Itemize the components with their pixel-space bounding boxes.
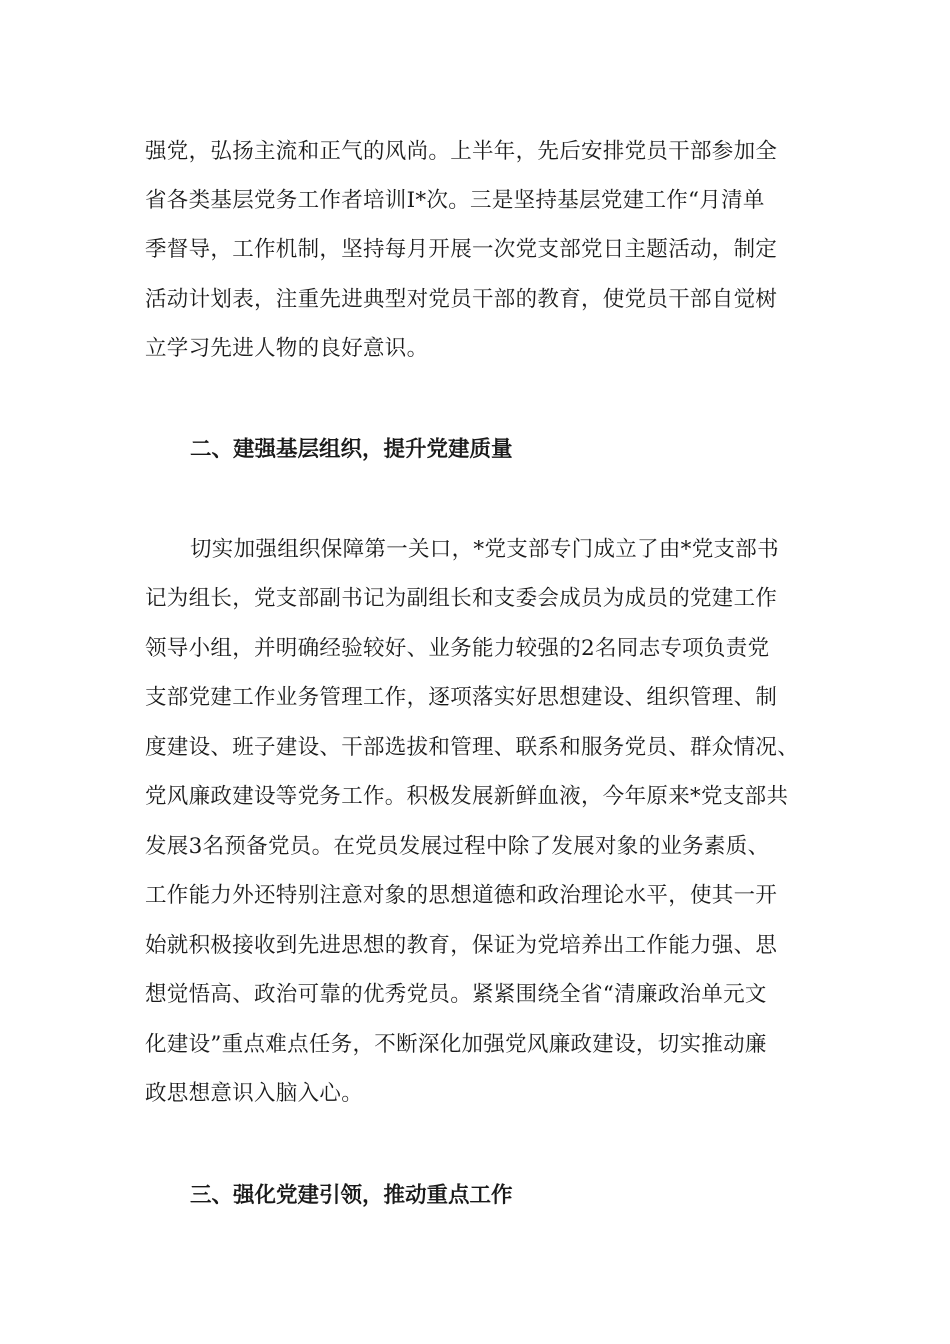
paragraph-2-line: 记为组长，党支部副书记为副组长和支委会成员为成员的党建工作 bbox=[145, 586, 778, 611]
paragraph-2-line: 工作能力外还特别注意对象的思想道德和政治理论水平，使其一开 bbox=[145, 883, 778, 908]
paragraph-2-line: 政思想意识入脑入心。 bbox=[145, 1081, 364, 1106]
paragraph-1-line: 省各类基层党务工作者培训I*次。三是坚持基层党建工作“月清单 bbox=[145, 188, 765, 213]
section-heading-3: 三、强化党建引领，推动重点工作 bbox=[190, 1183, 513, 1208]
paragraph-2-line: 支部党建工作业务管理工作，逐项落实好思想建设、组织管理、制 bbox=[145, 685, 778, 710]
paragraph-2-line: 党风廉政建设等党务工作。积极发展新鲜血液，今年原来*党支部共 bbox=[145, 784, 789, 809]
paragraph-2-line: 化建设”重点难点任务，不断深化加强党风廉政建设，切实推动廉 bbox=[145, 1032, 767, 1057]
paragraph-2-line: 切实加强组织保障第一关口，*党支部专门成立了由*党支部书 bbox=[190, 537, 779, 562]
paragraph-2-line: 始就积极接收到先进思想的教育，保证为党培养出工作能力强、思 bbox=[145, 933, 778, 958]
section-heading-2: 二、建强基层组织，提升党建质量 bbox=[190, 437, 513, 462]
paragraph-1-line: 强党，弘扬主流和正气的风尚。上半年，先后安排党员干部参加全 bbox=[145, 139, 778, 164]
paragraph-2-line: 发展3名预备党员。在党员发展过程中除了发展对象的业务素质、 bbox=[145, 834, 770, 859]
paragraph-1-line: 活动计划表，注重先进典型对党员干部的教育，使党员干部自觉树 bbox=[145, 287, 778, 312]
paragraph-2-line: 领导小组，并明确经验较好、业务能力较强的2名同志专项负责党 bbox=[145, 636, 770, 661]
paragraph-2-line: 度建设、班子建设、干部选拔和管理、联系和服务党员、群众情况、 bbox=[145, 735, 800, 760]
paragraph-1-line: 季督导，工作机制，坚持每月开展一次党支部党日主题活动，制定 bbox=[145, 237, 778, 262]
paragraph-1-line: 立学习先进人物的良好意识。 bbox=[145, 336, 429, 361]
paragraph-2-line: 想觉悟高、政治可靠的优秀党员。紧紧围绕全省“清廉政治单元文 bbox=[145, 982, 767, 1007]
